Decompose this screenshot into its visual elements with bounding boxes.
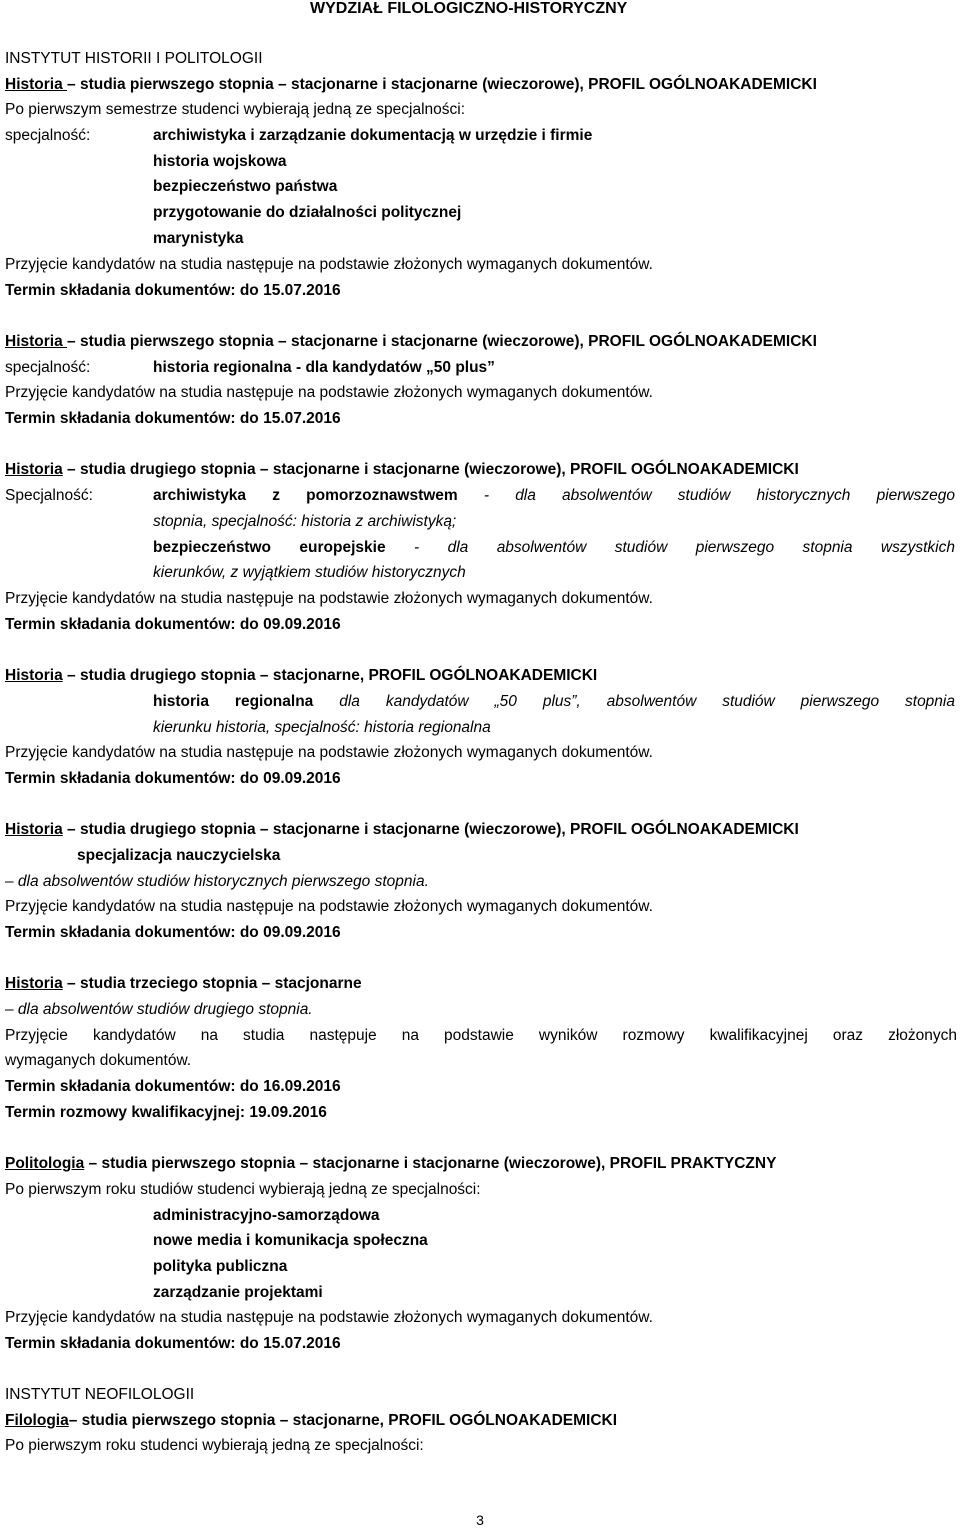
specialization-item: archiwistyka z pomorzoznawstwem - dla absolwentów studiów historycznych pierwszego (153, 487, 955, 504)
field-name: Filologia (5, 1412, 69, 1429)
admission-text: Przyjęcie kandydatów na studia następuje na podstawie złożonych wymaganych dokumentów. (5, 744, 653, 761)
institute-heading: INSTYTUT HISTORII I POLITOLOGII (5, 50, 263, 67)
section-heading: Filologia– studia pierwszego stopnia – stacjonarne, PROFIL OGÓLNOAKADEMICKI (5, 1412, 618, 1429)
specialization-intro: Po pierwszym semestrze studenci wybierają jedną ze specjalności: (5, 101, 466, 118)
section-heading: Historia – studia drugiego stopnia – stacjonarne i stacjonarne (wieczorowe), PROFIL OGÓLNOAKADEMICKI (5, 461, 799, 478)
specialization-row (5, 356, 495, 380)
section-heading: Historia – studia drugiego stopnia – stacjonarne i stacjonarne (wieczorowe), PROFIL OGÓLNOAKADEMICKI (5, 821, 799, 838)
specialization-item: bezpieczeństwo państwa (153, 178, 338, 195)
section-heading: Historia – studia pierwszego stopnia – stacjonarne i stacjonarne (wieczorowe), PROFIL OGÓLNOAKADEMICKI (5, 333, 817, 350)
page-number: 3 (476, 1512, 484, 1528)
admission-text: wymaganych dokumentów. (5, 1052, 192, 1069)
specialization-item: archiwistyka i zarządzanie dokumentacją w urzędzie i firmie (153, 127, 593, 144)
specialization-item: historia regionalna dla kandydatów „50 plus”, absolwentów studiów pierwszego stopnia (153, 693, 955, 710)
specialization-item: nowe media i komunikacja społeczna (153, 1232, 428, 1249)
admission-text: Przyjęcie kandydatów na studia następuje na podstawie złożonych wymaganych dokumentów. (5, 590, 653, 607)
specialization-description: kierunku historia, specjalność: historia regionalna (153, 719, 491, 736)
admission-text: Przyjęcie kandydatów na studia następuje na podstawie wyników rozmowy kwalifikacyjnej oraz złożonych (5, 1027, 957, 1044)
deadline-text: Termin składania dokumentów: do 09.09.2016 (5, 616, 341, 633)
specialization-label: specjalność: (5, 359, 91, 376)
admission-text: Przyjęcie kandydatów na studia następuje na podstawie złożonych wymaganych dokumentów. (5, 898, 653, 915)
deadline-text: Termin składania dokumentów: do 15.07.2016 (5, 1335, 341, 1352)
specialization-item: przygotowanie do działalności politycznej (153, 204, 462, 221)
faculty-title: WYDZIAŁ FILOLOGICZNO-HISTORYCZNY (310, 0, 628, 17)
specialization-item: polityka publiczna (153, 1258, 288, 1275)
admission-text: Przyjęcie kandydatów na studia następuje na podstawie złożonych wymaganych dokumentów. (5, 256, 653, 273)
specialization-intro: Po pierwszym roku studiów studenci wybierają jedną ze specjalności: (5, 1181, 481, 1198)
admission-text: Przyjęcie kandydatów na studia następuje na podstawie złożonych wymaganych dokumentów. (5, 1309, 653, 1326)
section-heading: Historia – studia trzeciego stopnia – stacjonarne (5, 975, 362, 992)
eligibility-note: – dla absolwentów studiów drugiego stopnia. (5, 1001, 313, 1018)
specialization-description: kierunków, z wyjątkiem studiów historycznych (153, 564, 466, 581)
institute-heading: INSTYTUT NEOFILOLOGII (5, 1386, 195, 1403)
admission-text: Przyjęcie kandydatów na studia następuje na podstawie złożonych wymaganych dokumentów. (5, 384, 653, 401)
field-name: Historia (5, 333, 68, 350)
specialization-item: zarządzanie projektami (153, 1284, 323, 1301)
field-name: Historia (5, 461, 63, 478)
section-heading: Politologia – studia pierwszego stopnia – stacjonarne i stacjonarne (wieczorowe), PROFIL PRAKTYCZNY (5, 1155, 777, 1172)
specialization-label: specjalność: (5, 127, 91, 144)
specialization-intro: Po pierwszym roku studenci wybierają jedną ze specjalności: (5, 1437, 424, 1454)
field-name: Historia (5, 667, 63, 684)
field-name: Historia (5, 76, 68, 93)
specialization-item: historia wojskowa (153, 153, 287, 170)
deadline-text: Termin składania dokumentów: do 09.09.2016 (5, 924, 341, 941)
deadline-text: Termin składania dokumentów: do 09.09.2016 (5, 770, 341, 787)
specialization-item: bezpieczeństwo europejskie - dla absolwentów studiów pierwszego stopnia wszystkich (153, 539, 955, 556)
specialization-row (5, 124, 592, 148)
interview-date: Termin rozmowy kwalifikacyjnej: 19.09.2016 (5, 1104, 327, 1121)
specialization-item: historia regionalna - dla kandydatów „50 plus” (153, 359, 495, 376)
deadline-text: Termin składania dokumentów: do 16.09.2016 (5, 1078, 341, 1095)
specialization-label: Specjalność: (5, 487, 93, 504)
section-heading: Historia – studia pierwszego stopnia – stacjonarne i stacjonarne (wieczorowe), PROFIL OGÓLNOAKADEMICKI (5, 76, 817, 93)
deadline-text: Termin składania dokumentów: do 15.07.2016 (5, 410, 341, 427)
deadline-text: Termin składania dokumentów: do 15.07.2016 (5, 282, 341, 299)
specialization-item: administracyjno-samorządowa (153, 1207, 380, 1224)
specialization-item: specjalizacja nauczycielska (77, 847, 281, 864)
section-heading: Historia – studia drugiego stopnia – stacjonarne, PROFIL OGÓLNOAKADEMICKI (5, 667, 598, 684)
specialization-description: stopnia, specjalność: historia z archiwistyką; (153, 513, 457, 530)
specialization-item: marynistyka (153, 230, 244, 247)
field-name: Politologia (5, 1155, 85, 1172)
field-name: Historia (5, 821, 63, 838)
field-name: Historia (5, 975, 63, 992)
eligibility-note: – dla absolwentów studiów historycznych pierwszego stopnia. (5, 873, 429, 890)
